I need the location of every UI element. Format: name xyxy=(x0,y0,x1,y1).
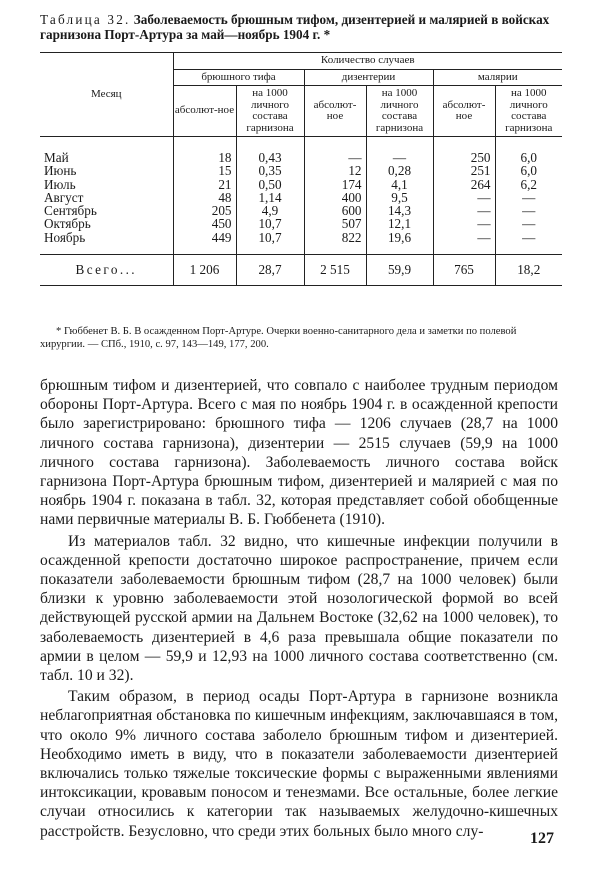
cell-malaria-per1000: 6,0 xyxy=(495,164,562,177)
total-typhoid-per1000: 28,7 xyxy=(236,255,304,286)
cell-dysentery-per1000: 9,5 xyxy=(366,191,433,204)
footnote: * Гюббенет В. Б. В осажденном Порт-Артуре. Очерки военно-санитарного дела и заметки по полевой хирургии. — СПб., 1910, с. 97, 143—149, 177, 200. xyxy=(40,326,517,350)
cell-malaria-per1000: 6,0 xyxy=(495,151,562,164)
cell-malaria-absolute: — xyxy=(433,204,495,217)
header-typhoid: брюшного тифа xyxy=(173,69,304,86)
total-dysentery-per1000: 59,9 xyxy=(366,255,433,286)
morbidity-table xyxy=(40,52,562,286)
paragraph: Таким образом, в период осады Порт-Артура в гарнизоне возникла неблагоприятная обстановка по кишечным инфекциям, заключавшаяся в том, что около 9% личного состава заболело брюшным тифом и дизентерией. Необходимо иметь в виду, что в показатели заболеваемости дизентерией включались только тяжелые токсические формы с выраженными явлениями интоксикации, кровавым поносом и тенезмами. Все остальные, более легкие случаи относились к категории так называемых желудочно-кишечных расстройств. Безусловно, что среди этих больных было много слу- xyxy=(40,688,558,840)
cell-malaria-per1000: — xyxy=(495,191,562,204)
cell-malaria-absolute: 250 xyxy=(433,151,495,164)
cell-typhoid-absolute: 205 xyxy=(173,204,236,217)
cell-malaria-per1000: — xyxy=(495,231,562,244)
cell-typhoid-per1000: 0,50 xyxy=(236,178,304,191)
cell-typhoid-absolute: 450 xyxy=(173,217,236,230)
header-typhoid-absolute: абсолют-ное xyxy=(173,86,236,137)
cell-dysentery-per1000: 14,3 xyxy=(366,204,433,217)
cell-dysentery-absolute: 507 xyxy=(304,217,366,230)
cell-month: Ноябрь xyxy=(44,229,86,245)
cell-dysentery-per1000: 12,1 xyxy=(366,217,433,230)
table-row xyxy=(40,151,562,164)
cell-typhoid-absolute: 15 xyxy=(173,164,236,177)
table-total-row xyxy=(40,255,562,286)
cell-dysentery-absolute: 600 xyxy=(304,204,366,217)
cell-dysentery-per1000: — xyxy=(366,151,433,164)
body-text xyxy=(40,376,558,841)
cell-month: Сентябрь xyxy=(44,203,97,219)
cell-month: Август xyxy=(44,189,84,205)
header-case-count: Количество случаев xyxy=(173,53,562,70)
cell-malaria-per1000: 6,2 xyxy=(495,178,562,191)
table-caption-label: Таблица 32. xyxy=(40,12,131,27)
table-row xyxy=(40,217,562,230)
cell-malaria-absolute: — xyxy=(433,217,495,230)
table-body xyxy=(40,137,562,152)
cell-dysentery-per1000: 19,6 xyxy=(366,231,433,244)
cell-malaria-per1000: — xyxy=(495,204,562,217)
cell-dysentery-absolute: 174 xyxy=(304,178,366,191)
cell-typhoid-per1000: 0,43 xyxy=(236,151,304,164)
cell-dysentery-per1000: 4,1 xyxy=(366,178,433,191)
cell-malaria-absolute: — xyxy=(433,191,495,204)
cell-typhoid-per1000: 10,7 xyxy=(236,231,304,244)
total-typhoid-absolute: 1 206 xyxy=(173,255,236,286)
cell-malaria-absolute: — xyxy=(433,231,495,244)
page-number: 127 xyxy=(530,830,554,847)
paragraph: брюшным тифом и дизентерией, что совпало с наиболее трудным периодом обороны Порт-Артура. Всего с мая по ноябрь 1904 г. в осажденной крепости было зарегистрировано: брюшного тифа — 1206 случаев (28,7 на 1000 личного состава гарнизона), дизентерии — 2515 случаев (59,9 на 1000 личного состава гарнизона). Заболеваемость личного состава войск гарнизона Порт-Артура брюшным тифом, дизентерией и малярией с мая по ноябрь 1904 г. показана в табл. 32, которая представляет собой обобщенные нами первичные материалы В. Б. Гюббенета (1910). xyxy=(40,377,558,529)
table-row xyxy=(40,178,562,191)
table-row xyxy=(40,164,562,177)
cell-month: Июль xyxy=(44,176,76,192)
cell-typhoid-absolute: 449 xyxy=(173,231,236,244)
header-dysentery: дизентерии xyxy=(304,69,433,86)
header-dysentery-per1000: на 1000 личного состава гарнизона xyxy=(366,86,433,137)
header-malaria: малярии xyxy=(433,69,562,86)
cell-typhoid-absolute: 48 xyxy=(173,191,236,204)
cell-malaria-absolute: 264 xyxy=(433,178,495,191)
header-malaria-per1000: на 1000 личного состава гарнизона xyxy=(495,86,562,137)
total-malaria-per1000: 18,2 xyxy=(495,255,562,286)
header-dysentery-absolute: абсолют-ное xyxy=(304,86,366,137)
total-label: Всего... xyxy=(75,262,137,278)
table-footer xyxy=(40,244,562,286)
table-rows xyxy=(40,151,562,244)
cell-typhoid-absolute: 18 xyxy=(173,151,236,164)
cell-dysentery-per1000: 0,28 xyxy=(366,164,433,177)
cell-malaria-per1000: — xyxy=(495,217,562,230)
total-malaria-absolute: 765 xyxy=(433,255,495,286)
cell-dysentery-absolute: 822 xyxy=(304,231,366,244)
total-dysentery-absolute: 2 515 xyxy=(304,255,366,286)
paragraph: Из материалов табл. 32 видно, что кишечные инфекции получили в осажденной крепости достаточно широкое распространение, причем если показатели заболеваемости брюшным тифом (28,7 на 1000 человек) были близки к уровню заболеваемости этой нозологической формой во всей действующей русской армии на Дальнем Востоке (32,62 на 1000 человек), то заболеваемость дизентерией в 4,6 раза превышала общие показатели по армии в целом — 59,9 и 12,93 на 1000 личного состава соответственно (см. табл. 10 и 32). xyxy=(40,532,558,685)
cell-month: Май xyxy=(44,150,69,165)
cell-month: Октябрь xyxy=(44,216,91,232)
cell-dysentery-absolute: 12 xyxy=(304,164,366,177)
header-month: Месяц xyxy=(40,53,173,137)
cell-dysentery-absolute: 400 xyxy=(304,191,366,204)
cell-typhoid-per1000: 4,9 xyxy=(236,204,304,217)
cell-dysentery-absolute: — xyxy=(304,151,366,164)
table-row xyxy=(40,191,562,204)
table-row xyxy=(40,204,562,217)
cell-typhoid-absolute: 21 xyxy=(173,178,236,191)
cell-month: Июнь xyxy=(44,163,77,179)
table-caption-text: Заболеваемость брюшным тифом, дизентерией и малярией в войсках гарнизона Порт-Артура за май—ноябрь 1904 г. * xyxy=(40,12,550,42)
cell-typhoid-per1000: 0,35 xyxy=(236,164,304,177)
header-malaria-absolute: абсолют-ное xyxy=(433,86,495,137)
cell-typhoid-per1000: 10,7 xyxy=(236,217,304,230)
header-typhoid-per1000: на 1000 личного состава гарнизона xyxy=(236,86,304,137)
table-caption xyxy=(40,12,560,42)
cell-malaria-absolute: 251 xyxy=(433,164,495,177)
table-row xyxy=(40,231,562,244)
cell-typhoid-per1000: 1,14 xyxy=(236,191,304,204)
